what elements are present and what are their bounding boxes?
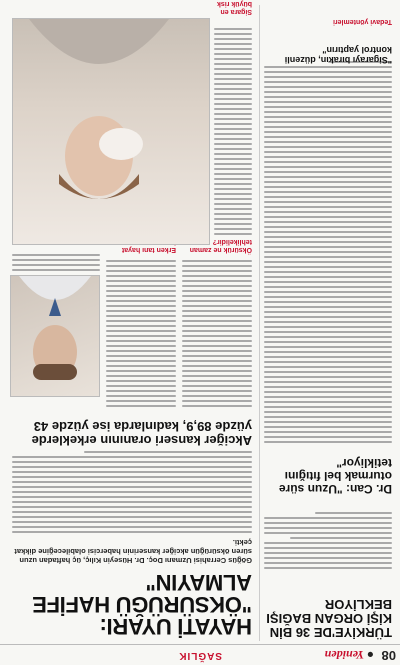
subhead-2: Erken tanı hayat [121,246,176,253]
main-body-top [12,448,252,533]
subhead-1: Öksürük ne zaman tehlikelidir? [189,238,252,253]
masthead [0,644,400,665]
main-body-col-1 [182,257,252,407]
main-body-col-2 [106,257,176,407]
side-story-headline: TÜRKİYE'DE 36 BİN KİŞİ ORGAN BAĞIŞI BEKLİYOR [266,597,392,640]
main-headline: HAYATİ UYARI: "ÖKSÜRÜĞÜ HAFİFE ALMAYIN" [32,570,252,639]
side-story-body-2 [264,58,392,443]
subhead-3: Sigara en büyük risk [216,0,252,15]
coughing-woman-photo [12,18,210,245]
main-deck: Göğüs Cerrahisi Uzmanı Doç. Dr. Hüseyin Kılıç, üç haftadan uzun süren öksürüğün akciğer kanserinin habercisi olabileceğine dikkat çekti. [14,538,252,565]
side-story-body [264,509,392,569]
pull-quote: "Sigarayı bırakın, düzenli kontrol yaptırın" [284,45,392,65]
column-divider [259,5,260,641]
doctor-portrait-photo [10,275,100,397]
page-number: 08 [381,648,396,663]
newspaper-logo: ● Yeniden [324,648,374,662]
second-headline: Akciğer kanseri oranının erkeklerde yüzde 89,9, kadınlarda ise yüzde 43 [31,419,252,448]
main-body-col-1b [214,25,252,235]
side-story-subhead: Dr. Can: "Uzun süre oturmak bel fıtığını tetikliyor" [278,456,392,496]
main-body-col-3 [12,251,100,271]
subhead-4: Tedavi yöntemleri [332,18,392,25]
section-label: SAĞLIK [178,650,222,661]
